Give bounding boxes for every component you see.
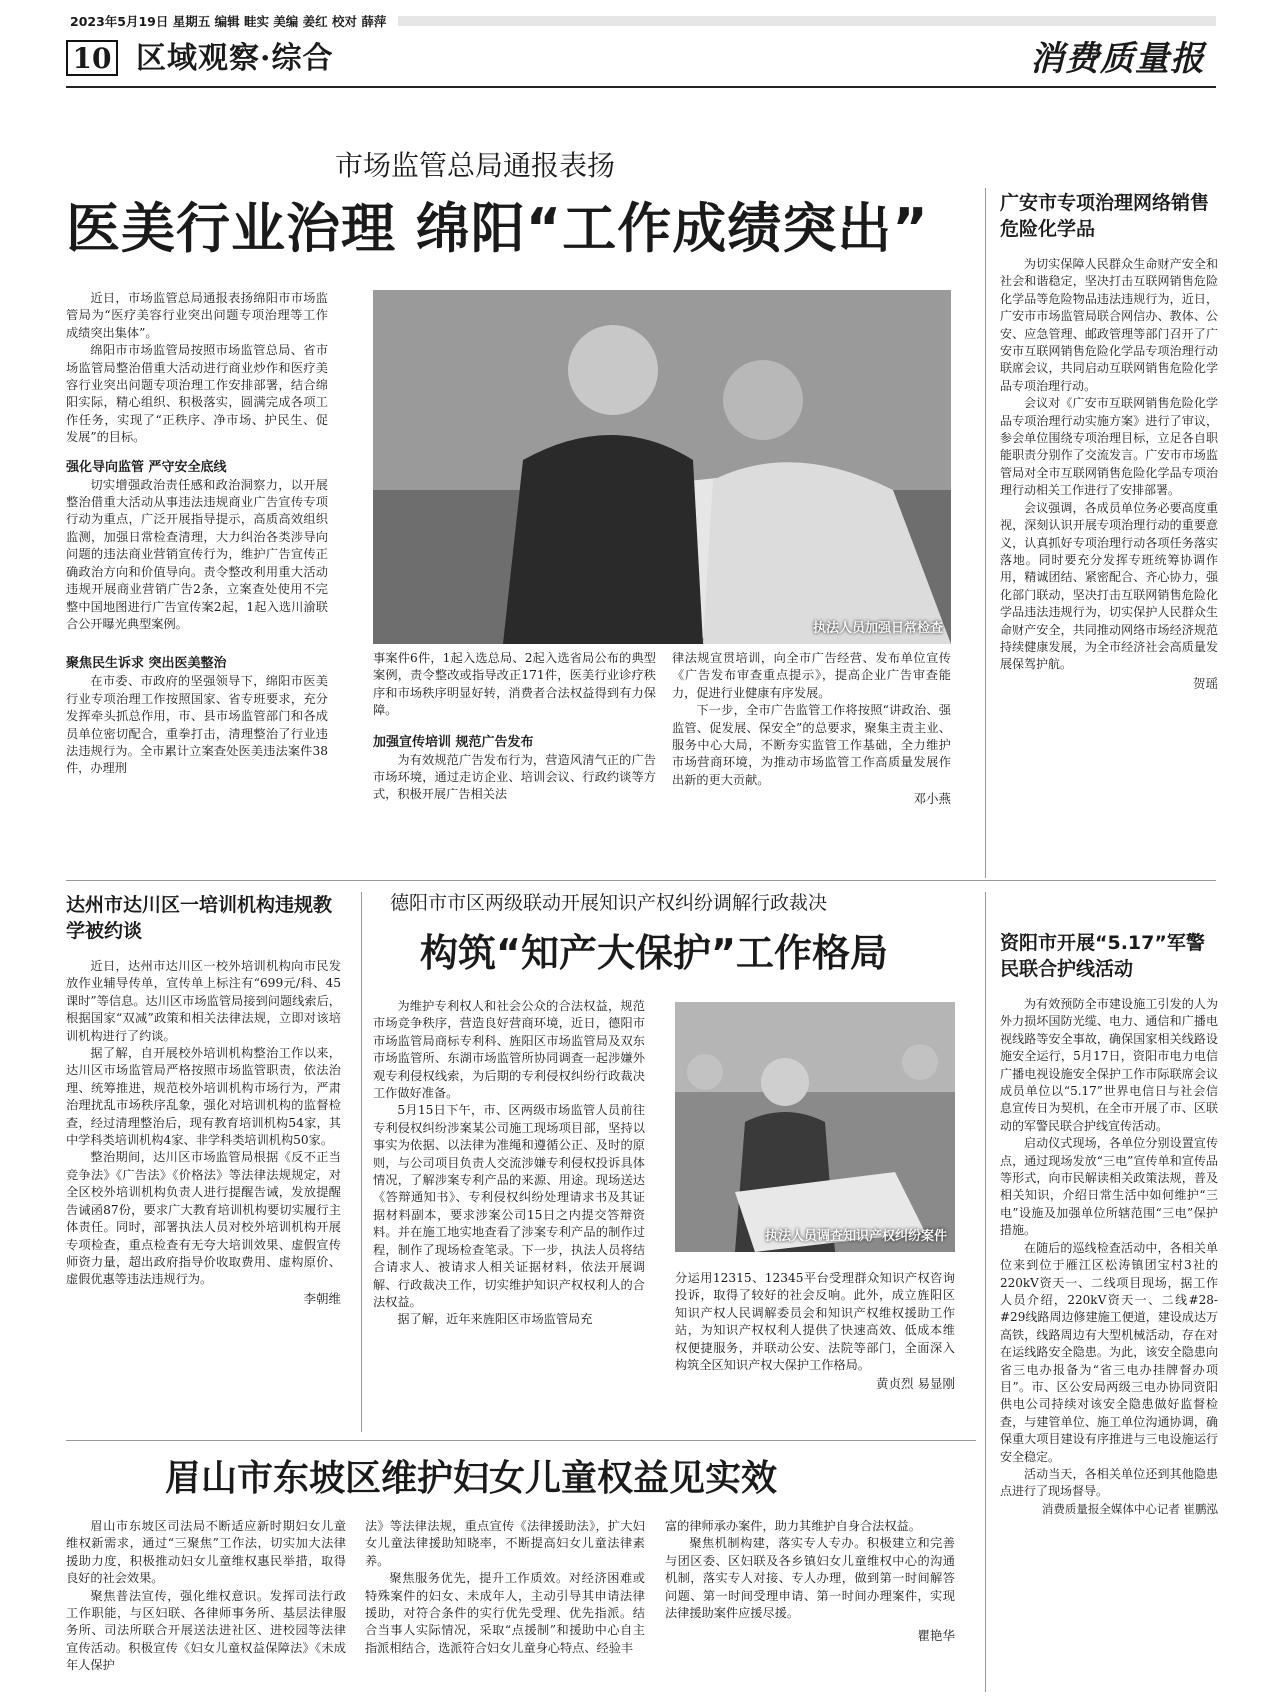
- meishan-column-2: [365, 1518, 645, 1698]
- paragraph: 据了解，近年来旌阳区市场监管局充: [397, 1312, 593, 1327]
- deyang-column-2: [675, 1270, 955, 1392]
- paragraph: 绵阳市市场监管局按照市场监管总局、省市场监管局整治借重大活动进行商业炒作和医疗美容行业突出问题专项治理工作安排部署，结合绵阳实际，精心组织、积极落实，圆满完成各项工作任务，实现了“正秩序、净市场、护民生、促发展”的目标。: [66, 343, 328, 445]
- paragraph: 在随后的巡线检查活动中，各相关单位来到位于雁江区松涛镇团宝村3社的220kV资天一、二线项目现场，据工作人员介绍，220kV资天一、二线#28-#29线路周边修建施工便道，建设成达万高铁，线路周边有大型机械活动，存在对在运线路安全隐患。为此，该安全隐患向省三电办报备为“省三电办挂牌督办项目”。市、区公安局两级三电办协同资阳供电公司持续对该安全隐患做好监督检查，与建管单位、施工单位沟通协调，确保重大项目建设有序推进与三电设施运行安全稳定。: [1000, 1240, 1218, 1464]
- subheading: 加强宣传培训 规范广告发布: [373, 734, 534, 750]
- lead-photo-caption: 执法人员加强日常检查: [812, 621, 943, 636]
- dazhou-title: 达州市达川区一培训机构违规教学被约谈: [66, 894, 333, 942]
- deyang-photo: [675, 1002, 955, 1252]
- column-rule: [361, 892, 362, 1432]
- paragraph: 为有效预防全市建设施工引发的人为外力损坏国防光缆、电力、通信和广播电视线路等安全事故，确保国家相关线路设施安全运行，5月17日，资阳市电力电信广播电视设施安全保护工作市际联席会议成员单位以“5.17”世界电信日与社会信息宣传日为契机，在全市开展了市、区联动的军警民联合护线宣传活动。: [1000, 997, 1218, 1133]
- deyang-kicker: 德阳市市区两级联动开展知识产权纠纷调解行政裁决: [390, 892, 828, 914]
- paragraph: 在市委、市政府的坚强领导下，绵阳市医美行业专项治理工作按照国家、省专班要求，充分发挥牵头抓总作用，市、县市场监管部门和各成员单位密切配合，重拳打击，清理整治了行业违法违规行为。全市累计立案查处医美违法案件38件，办理刑: [66, 674, 328, 776]
- deyang-column-1: [373, 998, 645, 1329]
- masthead-logo: 消费质量报: [1030, 39, 1205, 79]
- ziyang-story: [1000, 930, 1218, 1517]
- deyang-headline: 构筑“知产大保护”工作格局: [420, 931, 888, 975]
- section-title: 区域观察·综合: [136, 41, 334, 76]
- paragraph: 活动当天，各相关单位还到其他隐患点进行了现场督导。: [1000, 1466, 1218, 1499]
- lead-headline: 医美行业治理 绵阳“工作成绩突出”: [66, 197, 929, 260]
- paragraph: 聚焦机制构建，落实专人专办。积极建立和完善与团区委、区妇联及各乡镇妇女儿童维权中心的沟通机制，落实专人对接、专人办理，做到第一时间解答问题、第一时间受理申请、第一时间办理案件，实现法律援助案件应援尽援。: [665, 1536, 955, 1621]
- paragraph: 近日，达州市达川区一校外培训机构向市民发放作业辅导传单，宣传单上标注有“699元/科、45课时”等信息。达川区市场监管局接到问题线索后，根据国家“双减”政策和相关法律法规，立即对该培训机构进行了约谈。: [66, 959, 341, 1043]
- lead-kicker: 市场监管总局通报表扬: [335, 149, 616, 182]
- meishan-column-1: [66, 1518, 346, 1698]
- paragraph: 聚焦服务优先，提升工作质效。对经济困难或特殊案件的妇女、未成年人，主动引导其申请法律援助，对符合条件的实行优先受理、优先指派。结合当事人实际情况，采取“点援制”和援助中心自主指派相结合，选派符合妇女儿童身心特点、经验丰: [365, 1571, 645, 1655]
- meishan-headline: 眉山市东坡区维护妇女儿童权益见实效: [165, 1458, 778, 1499]
- column-rule: [985, 892, 986, 1692]
- subheading: 聚焦民生诉求 突出医美整治: [66, 656, 227, 672]
- column-rule: [985, 188, 986, 878]
- lead-photo-image: [373, 290, 951, 644]
- deyang-photo-image: [675, 1002, 955, 1252]
- paragraph: 律法规宣贯培训，向全市广告经营、发布单位宣传《广告发布审查重点提示》，提高企业广告审查能力，促进行业健康有序发展。: [672, 651, 951, 700]
- byline: 消费质量报全媒体中心记者 崔鹏泓: [1041, 1501, 1218, 1516]
- paragraph: 会议对《广安市互联网销售危险化学品专项治理行动实施方案》进行了审议，参会单位围绕专项治理目标，立足各自职能职责分别作了交流发言。广安市市场监管局对全市互联网销售危险化学品专项治理行动相关工作进行了安排部署。: [1000, 396, 1218, 498]
- paragraph: 近日，市场监管总局通报表扬绵阳市市场监管局为“医疗美容行业突出问题专项治理等工作成绩突出集体”。: [66, 291, 328, 340]
- paragraph: 分运用12315、12345平台受理群众知识产权咨询投诉，取得了较好的社会反响。此外，成立旌阳区知识产权人民调解委员会和知识产权维权援助工作站，为知识产权权利人提供了快速高效、低成本维权便捷服务，并联动公安、法院等部门，全面深入构筑全区知识产权大保护工作格局。: [675, 1271, 955, 1373]
- paragraph: 事案件6件，1起入选总局、2起入选省局公布的典型案例，责令整改或指导改正171件，医美行业诊疗秩序和市场秩序明显好转，消费者合法权益得到有力保障。: [373, 651, 656, 718]
- dazhou-story: [66, 892, 341, 1307]
- dateline: 2023年5月19日 星期五 编辑 畦实 美编 姜红 校对 薛萍: [70, 14, 387, 29]
- byline: 瞿艳华: [917, 1628, 955, 1644]
- paragraph: 法》等法律法规，重点宣传《法律援助法》，扩大妇女儿童法律援助知晓率，不断提高妇女儿童法律素养。: [365, 1519, 645, 1568]
- paragraph: 下一步，全市广告监管工作将按照“讲政治、强监管、促发展、保安全”的总要求，聚集主责主业、服务中心大局，不断夯实监管工作基础，全力维护市场营商环境，为推动市场监管工作高质量发展作出新的更大贡献。: [672, 703, 951, 787]
- paragraph: 眉山市东坡区司法局不断适应新时期妇女儿童维权新需求，通过“三聚焦”工作法，切实加大法律援助力度，积极推动妇女儿童维权惠民举措，取得良好的社会效果。: [66, 1519, 346, 1586]
- paragraph: 据了解，自开展校外培训机构整治工作以来，达川区市场监管局严格按照市场监管职责，依法治理、统筹推进，规范校外培训机构市场行为，严肃治理扰乱市场秩序乱象，强化对培训机构的监督检查，经过清理整治后，现有教育培训机构54家，其中学科类培训机构4家、非学科类培训机构50家。: [66, 1046, 341, 1148]
- byline: 黄贞烈 易显刚: [876, 1376, 955, 1392]
- section-rule: [66, 880, 1216, 881]
- lead-column-1: [66, 290, 328, 778]
- paragraph: 整治期间，达川区市场监管局根据《反不正当竞争法》《广告法》《价格法》等法律法规规定，对全区校外培训机构负责人进行提醒告诫，发放提醒告诫函87份，要求广大教育培训机构要切实履行主体责任。同时，部署执法人员对校外培训机构开展专项检查，重点检查有无夸大培训效果、虚假宣传师资力量，超出政府指导价收取费用、虚构原价、虚假优惠等违法违规行为。: [66, 1150, 341, 1287]
- paragraph: 5月15日下午，市、区两级市场监管人员前往专利侵权纠纷涉案某公司施工现场项目部，坚持以事实为依据、以法律为准绳和遵循公正、及时的原则，与公司项目负责人交流涉嫌专利侵权投诉具体情况，了解涉案专利产品的来源、用途。现场送达《答辩通知书》、专利侵权纠纷处理请求书及其证据材料副本，要求涉案公司15日之内提交答辩资料。并在施工地实地查看了涉案专利产品的制作过程，制作了现场检查笔录。下一步，执法人员将结合请求人、被请求人相关证据材料，依法开展调解、行政裁决工作，切实维护知识产权权利人的合法权益。: [373, 1103, 645, 1309]
- paragraph: 切实增强政治责任感和政治洞察力，以开展整治借重大活动从事违法违规商业广告宣传专项行动为重点，广泛开展指导提示，高质高效组织监测，加强日常检查清理，大力纠治各类涉导向问题的违法商业营销宣传行为，维护广告宣传正确政治方向和价值导向。责令整改利用重大活动违规开展商业营销广告2条，立案查处使用不完整中国地图进行广告宣传案2起，1起入选川渝联合公开曝光典型案例。: [66, 477, 328, 631]
- paragraph: 富的律师承办案件，助力其维护自身合法权益。: [665, 1519, 921, 1533]
- guangan-title: 广安市专项治理网络销售危险化学品: [1000, 192, 1210, 240]
- lead-column-3: [672, 650, 951, 807]
- paragraph: 会议强调，各成员单位务必要高度重视，深刻认识开展专项治理行动的重要意义，认真抓好专项治理行动各项任务落实落地。同时要充分发挥专班统筹协调作用，精诚团结、紧密配合、齐心协力，强化部门联动，坚决打击互联网销售危险化学品违法违规行为，切实保护人民群众生命财产安全，共同推动网络市场经济规范持续健康发展，为全市经济社会高质量发展保驾护航。: [1000, 500, 1218, 672]
- byline: 李朝维: [303, 1290, 341, 1306]
- ziyang-title: 资阳市开展“5.17”军警民联合护线活动: [1000, 932, 1205, 980]
- paragraph: 启动仪式现场，各单位分别设置宣传点，通过现场发放“三电”宣传单和宣传品等形式，向市民解读相关政策法规，普及相关知识，介绍日常生活中如何维护“三电”设施及加强单位所辖范围“三电”保护措施。: [1000, 1136, 1218, 1238]
- paragraph: 聚焦普法宣传，强化维权意识。发挥司法行政工作职能，与区妇联、各律师事务所、基层法律服务所、司法所联合开展送法进社区、进校园等法律宣传活动。积极宣传《妇女儿童权益保障法》《未成年人保护: [66, 1588, 346, 1673]
- guangan-story: [1000, 190, 1218, 692]
- meishan-column-3: [665, 1518, 955, 1698]
- subheading: 强化导向监管 严守安全底线: [66, 459, 227, 475]
- page-number: 10: [66, 40, 118, 76]
- paragraph: 为维护专利权人和社会公众的合法权益，规范市场竞争秩序，营造良好营商环境，近日，德阳市市场监管局商标专利科、旌阳区市场监管局及双东市场监管所、东湖市场监管所协同调查一起涉嫌外观专利侵权线索，为后期的专利侵权纠纷行政裁决工作做好准备。: [373, 999, 645, 1101]
- byline: 邓小燕: [913, 791, 951, 807]
- deyang-photo-caption: 执法人员调查知识产权纠纷案件: [764, 1229, 947, 1244]
- byline: 贺瑶: [1192, 675, 1218, 691]
- paragraph: 为切实保障人民群众生命财产安全和社会和谐稳定，坚决打击互联网销售危险化学品等危险物品违法违规行为，近日，广安市市场监管局联合网信办、教体、公安、应急管理、邮政管理等部门召开了广安市互联网销售危险化学品专项治理行动联席会议，共同启动互联网销售危险化学品专项治理行动。: [1000, 257, 1218, 393]
- section-rule: [66, 1440, 976, 1441]
- paragraph: 为有效规范广告发布行为，营造风清气正的广告市场环境，通过走访企业、培训会议、行政约谈等方式，积极开展广告相关法: [373, 752, 656, 802]
- header-rule: [66, 86, 1216, 88]
- dateline-rule: [398, 16, 1216, 26]
- lead-photo: [373, 290, 951, 644]
- lead-column-2: [373, 650, 656, 804]
